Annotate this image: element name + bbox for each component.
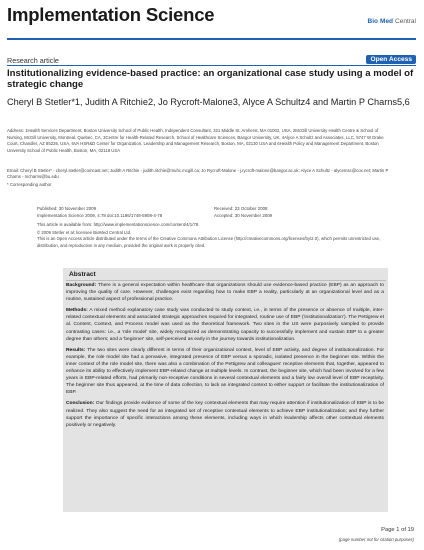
abstract-results bbox=[66, 347, 384, 397]
abstract-conclusion bbox=[66, 400, 384, 428]
abstract-rule bbox=[66, 280, 386, 281]
sub-header-rule bbox=[7, 65, 416, 66]
article-type: Research article bbox=[7, 56, 59, 65]
license-statement: This is an Open Access article distributed under the terms of the Creative Commons Attribution License (http://creativecommons.org/licenses/by/2.0), which permits unrestricted use, distribution, and reproduction in any medium, provided the original work is properly cited. bbox=[37, 236, 381, 248]
conclusion-label: Conclusion: bbox=[66, 401, 95, 407]
logo-central: Central bbox=[395, 18, 416, 25]
author-emails: Email: Cheryl B Stetler* - cheryl.stetler@comcast.net; Judith A Ritchie - judith.ritchie@muhc.mcgill.ca; Jo Rycroft-Malone - j.rycroft-malone@bangor.ac.uk; Alyce A Schultz - alycemsc@cox.net; Martin P Charns - mcharns@bu.edu bbox=[7, 168, 389, 180]
submission-dates bbox=[214, 206, 272, 220]
open-access-badge: Open Access bbox=[366, 55, 416, 64]
results-label: Results: bbox=[66, 347, 86, 353]
page-number: Page 1 of 19 bbox=[381, 527, 414, 533]
published-date: Published: 30 November 2009 bbox=[37, 206, 97, 211]
logo-bio: Bio bbox=[367, 18, 379, 25]
accepted-date: Accepted: 30 November 2009 bbox=[214, 212, 273, 218]
methods-label: Methods: bbox=[66, 308, 88, 314]
article-url[interactable]: This article is available from: http://www.implementationscience.com/content/4/1/78 bbox=[37, 222, 199, 227]
corresponding-author-note: * Corresponding author bbox=[7, 182, 52, 187]
received-date: Received: 23 October 2008 bbox=[214, 206, 268, 211]
logo-med: Med bbox=[380, 18, 394, 25]
citation-note: (page number not for citation purposes) bbox=[338, 537, 414, 542]
results-text: The two sites were clearly different in terms of their organizational context, level of EBP activity, and degree of institutionalization. For example, the role model site had a pervasive, integrated presence of EBP versus a sporadic, isolated presence in the beginner site. Within the inner context of the role model site, there was also a combination of the Pettigrew and colleagues' receptive elements that, together, appeared to enhance its ability to effectively implement EBP-related change at multiple levels. In contrast, the beginner site, which had been involved for a few years in EBP-related efforts, had primarily non-receptive conditions in several contextual elements and a fairly low overall level of EBP receptivity. The beginner site thus appeared, at the time of data collection, to lack an integrated context to either support or facilitate the institutionalization of EBP. bbox=[66, 347, 384, 396]
methods-text: A mixed method explanatory case study was conducted to study context, i.e., in terms of the presence or absence of multiple, inter-related contextual elements and associated strategic approaches required for integrated, routine use of EBP ('institutionalization'). The Pettigrew et al. Content, Context, and Process model was used as the theoretical framework. Two sites in the US were purposively sampled to provide contrasting cases: i.e., a 'role model' site, widely recognized as demonstrating capacity to successfully implement and sustain EBP to a greater degree than others; and a 'beginner' site, self-perceived as early in the journey towards institutionalization. bbox=[66, 308, 384, 342]
citation-doi: Implementation Science 2009, 4:78 doi:10.1186/1748-5908-4-78 bbox=[37, 212, 163, 218]
conclusion-text: Our findings provide evidence of some of the key contextual elements that may require attention if institutionalization of EBP is to be realized. They also suggest the need for an integrated set of receptive contextual elements to achieve EBP institutionalization; and they further support the importance of specific interactions among these elements, including ways in which leadership affects other contextual elements positively or negatively. bbox=[66, 401, 384, 428]
copyright-notice bbox=[37, 230, 394, 249]
background-label: Background: bbox=[66, 283, 97, 288]
header-rule bbox=[7, 38, 416, 40]
abstract-background bbox=[66, 282, 384, 303]
abstract-methods bbox=[66, 307, 384, 342]
journal-title: Implementation Science bbox=[7, 4, 215, 25]
author-list: Cheryl B Stetler*1, Judith A Ritchie2, Jo Rycroft-Malone3, Alyce A Schultz4 and Martin P Charns5,6 bbox=[7, 97, 410, 107]
background-text: There is a general expectation within healthcare that organizations should use evidence-based practice (EBP) as an approach to improving the quality of care. However, challenges exist regarding how to make EBP a reality, particularly at an organizational level and as a routine, sustained aspect of professional practice. bbox=[66, 283, 384, 303]
abstract-heading: Abstract bbox=[69, 271, 96, 278]
biomed-central-logo bbox=[368, 18, 416, 25]
abstract-body bbox=[66, 282, 384, 433]
publication-info bbox=[37, 206, 162, 220]
copyright-line: © 2009 Stetler et al; licensee BioMed Central Ltd. bbox=[37, 230, 132, 235]
paper-title: Institutionalizing evidence-based practice: an organizational case study using a model of strategic change bbox=[7, 68, 414, 91]
affiliations: Address: 1Health Services Department, Boston University School of Public Health, Independent Consultant, 321 Middle St, Amherst, MA 01002, USA, 2McGill University Health Centre & School of Nursing, McGill University, Montreal, Quebec, CA, 3Centre for Health-Related Research, School of Healthcare Sciences, Bangor University, UK, 4Alyce A Schultz and Associates, LLC, 5747 W Drake Court, Chandler, AZ 85226, USA, 5VA HSR&D Center for Organization, Leadership and Management Research, Boston, MA, 02130 USA and 6Health Policy and Management Department, Boston University School of Public Health, Boston, MA, 02118 USA bbox=[7, 128, 384, 153]
